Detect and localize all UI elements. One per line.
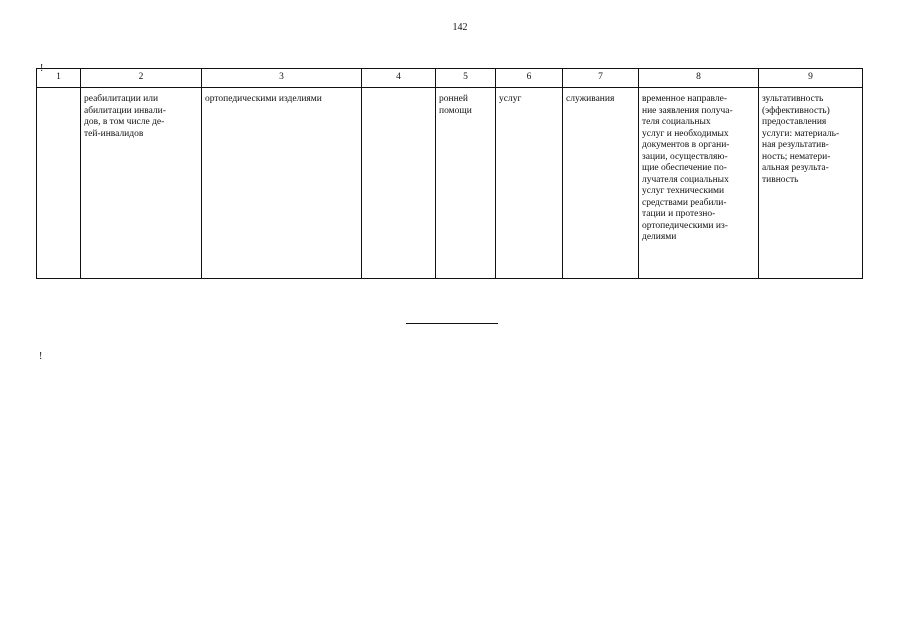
page-number: 142 (452, 22, 468, 33)
table-cell-4 (362, 88, 436, 279)
column-header-7: 7 (563, 69, 639, 88)
table-header-row (37, 69, 863, 88)
column-header-3: 3 (202, 69, 362, 88)
table-cell-7: служивания (563, 88, 639, 279)
table-cell-5: ронней помощи (436, 88, 496, 279)
document-table (36, 68, 863, 279)
scan-mark-left-margin: ! (39, 351, 43, 362)
column-header-5: 5 (436, 69, 496, 88)
scan-mark-top-left: ! (40, 63, 44, 74)
column-header-2: 2 (81, 69, 202, 88)
table-cell-2: реабилитации или абилитации инвали- дов, в том числе де- тей-инвалидов (81, 88, 202, 279)
table-cell-1 (37, 88, 81, 279)
column-header-1: 1 (37, 69, 81, 88)
column-header-8: 8 (639, 69, 759, 88)
column-header-6: 6 (496, 69, 563, 88)
table-cell-9: зультативность (эффективность) предоставления услуги: материаль- ная результатив- ность; нематери- альная результа- тивность (759, 88, 863, 279)
column-header-4: 4 (362, 69, 436, 88)
end-of-table-rule (406, 323, 498, 324)
table-cell-6: услуг (496, 88, 563, 279)
table-cell-8: временное направле- ние заявления получа- теля социальных услуг и необходимых документов в органи- зации, осуществляю- щие обеспечение по- лучателя социальных услуг техническими средствами реабили- тации и протезно- ортопедическими из- делиями (639, 88, 759, 279)
table-cell-3: ортопедическими изделиями (202, 88, 362, 279)
table-row (37, 88, 863, 279)
column-header-9: 9 (759, 69, 863, 88)
